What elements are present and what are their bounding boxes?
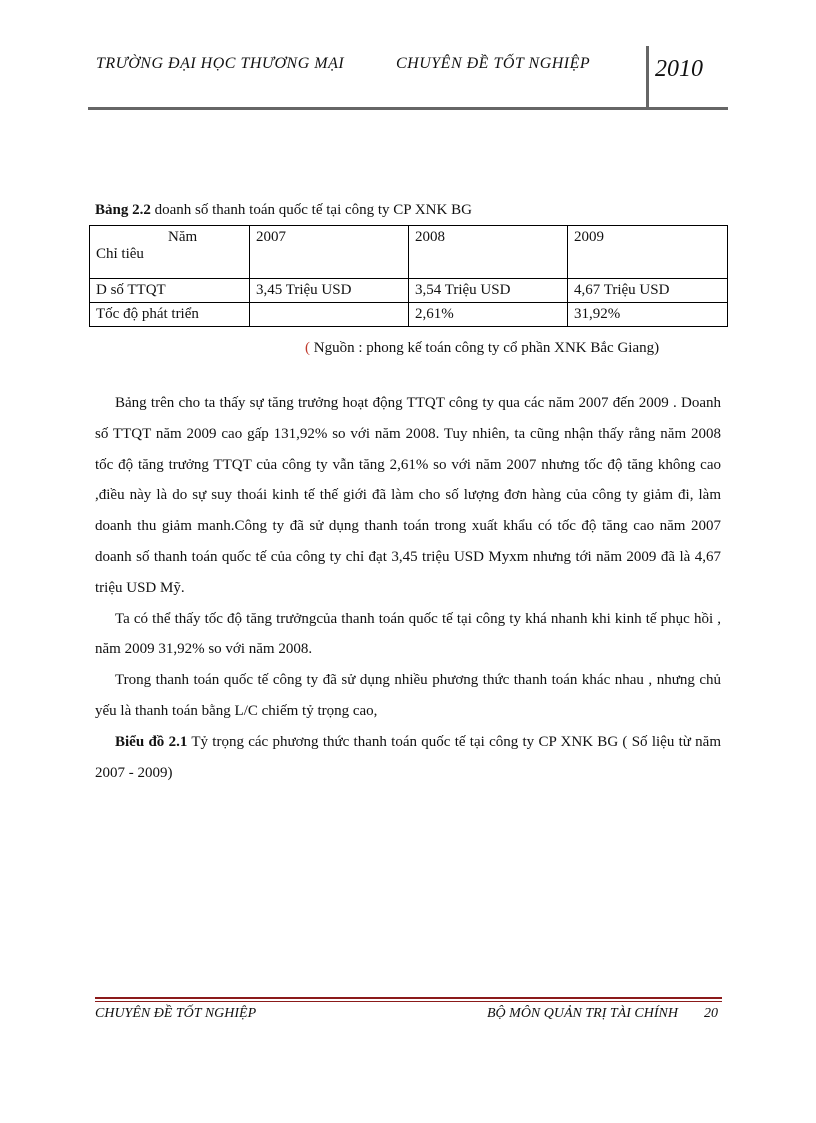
source-text: Nguồn : phong kế toán công ty cổ phần XNK Bắc Giang) — [310, 340, 660, 356]
table-cell — [250, 303, 409, 327]
table-corner-cell — [90, 226, 250, 279]
table-cell: 3,54 Triệu USD — [409, 279, 568, 303]
header-school: TRƯỜNG ĐẠI HỌC THƯƠNG MẠI — [96, 55, 345, 72]
header-doc-title: CHUYÊN ĐỀ TỐT NGHIỆP — [396, 55, 591, 72]
table-cell: 3,45 Triệu USD — [250, 279, 409, 303]
body-text — [95, 388, 721, 788]
table-header-row — [90, 226, 728, 279]
row-label: Tốc độ phát triển — [90, 303, 250, 327]
paragraph: Ta có thể thấy tốc độ tăng trưởngcủa thanh toán quốc tế tại công ty khá nhanh khi kinh tế phục hồi , năm 2009 31,92% so với năm 2008. — [95, 610, 721, 658]
header-year-cell: 2007 — [250, 226, 409, 279]
table-caption — [95, 202, 472, 219]
chart-caption-paragraph — [95, 727, 721, 789]
table-caption-label: Bảng 2.2 — [95, 202, 151, 218]
table-cell: 31,92% — [568, 303, 728, 327]
footer-rule — [95, 997, 722, 999]
chart-caption-text: Tỷ trọng các phương thức thanh toán quốc tế tại công ty CP XNK BG ( Số liệu từ năm 2007 - 2009) — [95, 733, 721, 781]
revenue-table — [89, 225, 728, 327]
header-indicator-label: Chỉ tiêu — [96, 246, 144, 262]
table-row — [90, 303, 728, 327]
header-year: 2010 — [655, 56, 703, 82]
table-source-note — [305, 340, 659, 357]
paragraph: Bảng trên cho ta thấy sự tăng trưởng hoạt động TTQT công ty qua các năm 2007 đến 2009 . Doanh số TTQT năm 2009 cao gấp 131,92% so với năm 2008. Tuy nhiên, ta cũng nhận thấy rằng năm 2008 tốc độ tăng trưởng TTQT của công ty vẫn tăng 2,61% so với năm 2007 nhưng tốc độ tăng không cao ,điều này là do sự suy thoái kinh tế thế giới đã làm cho số lượng đơn hàng của công ty giảm đi, làm doanh thu giảm manh.Công ty đã sử dụng thanh toán trong xuất khẩu có tốc độ tăng cao năm 2007 doanh số thanh toán quốc tế của công ty chỉ đạt 3,45 triệu USD Myxm nhưng tới năm 2009 đã là 4,67 triệu USD Mỹ. — [95, 395, 721, 596]
footer-doc-title: CHUYÊN ĐỀ TỐT NGHIỆP — [95, 1006, 257, 1021]
row-label: D số TTQT — [90, 279, 250, 303]
table-caption-text: doanh số thanh toán quốc tế tại công ty CP XNK BG — [150, 202, 472, 218]
footer-rule — [95, 1001, 722, 1002]
header-divider-vertical — [646, 46, 649, 108]
source-paren: ( — [305, 340, 310, 356]
footer-department: BỘ MÔN QUẢN TRỊ TÀI CHÍNH — [487, 1006, 678, 1021]
table-cell: 4,67 Triệu USD — [568, 279, 728, 303]
table-cell: 2,61% — [409, 303, 568, 327]
header-year-label: Năm — [168, 229, 198, 245]
header-divider-horizontal — [88, 107, 728, 110]
header-year-cell: 2008 — [409, 226, 568, 279]
page-number: 20 — [704, 1006, 718, 1021]
paragraph: Trong thanh toán quốc tế công ty đã sử dụng nhiều phương thức thanh toán khác nhau , nhưng chủ yếu là thanh toán bằng L/C chiếm tỷ trọng cao, — [95, 672, 721, 719]
table-row — [90, 279, 728, 303]
chart-caption-label: Biểu đồ 2.1 — [115, 733, 188, 750]
header-year-cell: 2009 — [568, 226, 728, 279]
